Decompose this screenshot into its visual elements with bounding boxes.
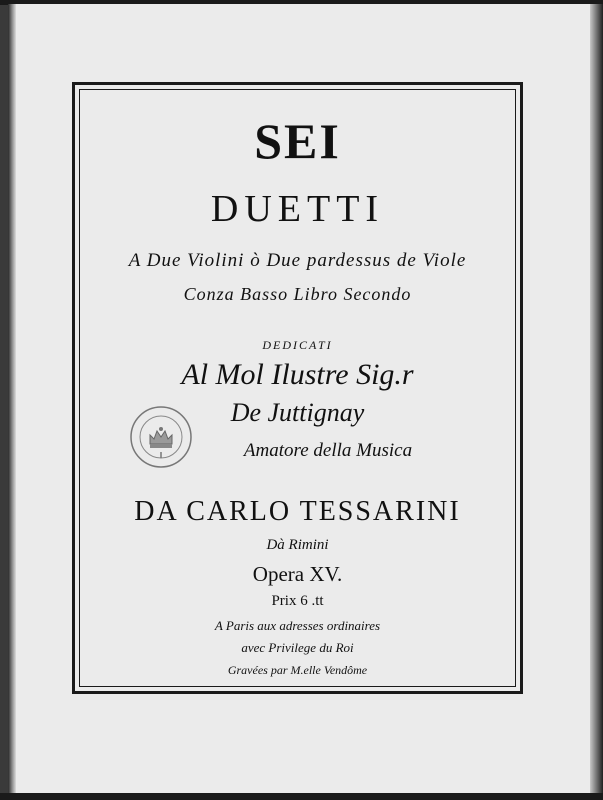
engraver-line: Gravées par M.elle Vendôme: [227, 663, 368, 677]
scan-bottom-edge: [0, 793, 603, 800]
dedicatee-name: De Juttignay: [230, 398, 365, 427]
instrumentation-line-1: A Due Violini ò Due pardessus de Viole: [128, 250, 467, 271]
price: Prix 6 .tt: [271, 593, 324, 609]
instrumentation-line-2: Conza Basso Libro Secondo: [183, 284, 412, 304]
scan-right-edge: [590, 4, 603, 794]
library-stamp-icon: [128, 404, 194, 470]
publisher-line: A Paris aux adresses ordinaires: [214, 618, 381, 633]
privilege-line: avec Privilege du Roi: [241, 640, 354, 655]
main-subtitle: DUETTI: [210, 188, 385, 230]
dedication-label: DEDICATI: [262, 338, 333, 352]
composer-origin: Dà Rimini: [266, 537, 329, 553]
composer-name: DA CARLO TESSARINI: [134, 496, 461, 527]
main-title: SEI: [254, 113, 341, 169]
binding-spine: [8, 4, 16, 794]
dedication-line: Al Mol Ilustre Sig.r: [181, 358, 414, 391]
dedicatee-role: Amatore della Musica: [243, 440, 413, 461]
opus-number: Opera XV.: [252, 562, 343, 586]
